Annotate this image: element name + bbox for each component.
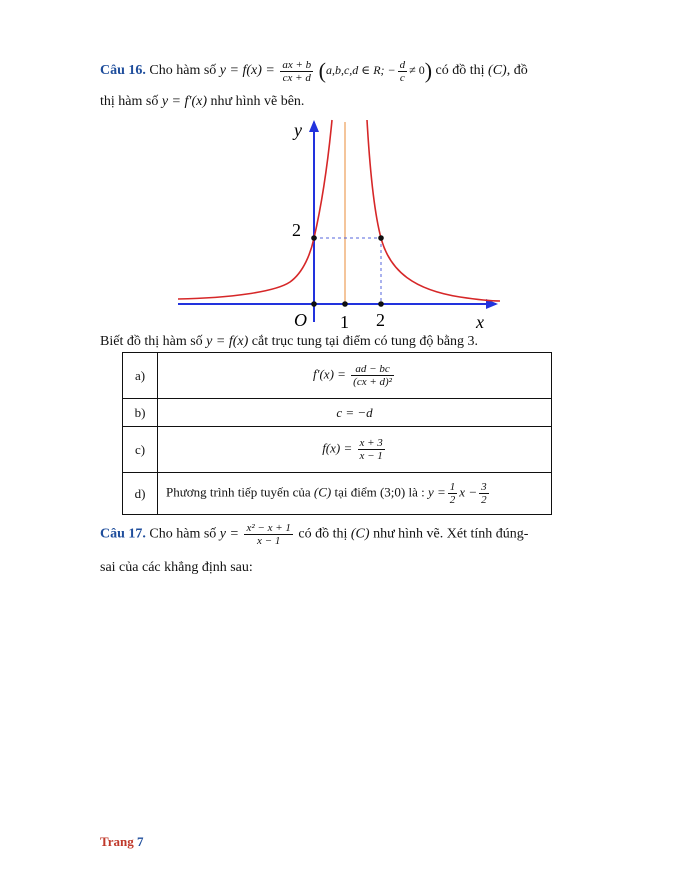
- option-d-label: d): [123, 473, 158, 515]
- q17-intro-c: như hình vẽ. Xét tính đúng-: [373, 526, 529, 542]
- tick-label-x2: 2: [376, 310, 385, 330]
- option-d-n1: 1: [449, 481, 456, 493]
- option-a-frac: [351, 363, 394, 388]
- q16-line2: [100, 94, 304, 110]
- q16-cond-frac: [398, 59, 408, 84]
- point-2-0: [378, 301, 384, 307]
- q17-line2: sai của các khẳng định sau:: [100, 560, 253, 575]
- q16-given-func: y = f(x): [206, 334, 249, 349]
- option-d-text-b: tại điểm: [334, 484, 377, 500]
- option-d-mid: x −: [459, 484, 478, 500]
- q16-intro-a: Cho hàm số: [149, 63, 217, 79]
- q16-func-frac: [280, 59, 313, 84]
- q17-line1: [100, 522, 528, 547]
- option-d-eq-lhs: y =: [428, 484, 446, 500]
- q16-intro-b: có đồ thị: [435, 63, 485, 79]
- q16-line2-a: thị hàm số: [100, 94, 159, 109]
- q16-cond-den: c: [399, 71, 405, 84]
- q17-graph-name: (C): [350, 526, 370, 542]
- q16-given: [100, 334, 478, 350]
- option-d-curve-name: (C): [313, 484, 332, 500]
- q16-line1: Câu 16. Cho hàm số y = f(x) = $\frac{ax + b}{cx + d}$ (a,b,c,d ∈ R; − $\frac{d}{c}$ ≠ 0) có đồ thị (C), đồ: [100, 58, 528, 84]
- curve-left-branch: [178, 120, 332, 299]
- option-a-den: (cx + d)²: [353, 376, 392, 388]
- q16-label: Câu 16.: [100, 63, 146, 79]
- y-axis-label: y: [294, 120, 302, 140]
- option-c-content: [158, 427, 552, 473]
- q17-intro-a: Cho hàm số: [149, 526, 217, 542]
- q16-cond-a: a,b,c,d ∈ R; −: [325, 63, 396, 78]
- origin-point: [311, 301, 317, 307]
- q16-deriv: y = f′(x): [161, 94, 207, 109]
- footer-word: Trang: [100, 834, 134, 849]
- q16-intro-c: , đồ: [506, 63, 528, 79]
- option-c-frac: [358, 437, 385, 462]
- q17-func-lhs: y =: [219, 526, 239, 542]
- q17-func-den: x − 1: [257, 535, 281, 547]
- footer-page-number: 7: [136, 834, 144, 849]
- q16-func-num: ax + b: [282, 58, 312, 71]
- tick-label-y2: 2: [292, 220, 301, 240]
- point-1-0: [342, 301, 348, 307]
- q16-graph-name: (C): [488, 63, 507, 79]
- x-axis-label: x: [476, 312, 484, 332]
- derivative-graph: [170, 112, 510, 334]
- option-d-point: (3;0): [379, 484, 406, 500]
- option-a-lhs: f′(x) =: [313, 366, 346, 382]
- option-a-num: ad − bc: [351, 363, 394, 376]
- option-row-d: [123, 473, 552, 515]
- q17-label: Câu 17.: [100, 526, 146, 542]
- option-row-a: [123, 353, 552, 399]
- origin-label: O: [294, 310, 307, 330]
- option-d-d1: 2: [449, 494, 456, 506]
- point-0-2: [311, 235, 317, 241]
- q16-given-b: cắt trục tung tại điểm có tung độ bằng 3.: [251, 334, 479, 349]
- q16-func-lhs: y = f(x) =: [219, 63, 275, 79]
- page-footer: [100, 834, 143, 850]
- q17-func-frac: [244, 522, 292, 547]
- option-d-content: [158, 473, 552, 515]
- option-c-lhs: f(x) =: [322, 440, 353, 456]
- q17-intro-b: có đồ thị: [298, 526, 348, 542]
- curve-right-branch: [367, 120, 500, 301]
- option-row-c: [123, 427, 552, 473]
- option-d-text-a: Phương trình tiếp tuyến của: [166, 484, 311, 500]
- option-d-n2: 3: [481, 481, 487, 493]
- option-d-text-d: là :: [408, 484, 425, 500]
- q16-cond-num: d: [399, 58, 406, 71]
- point-2-2: [378, 235, 384, 241]
- q16-options-table: [122, 352, 552, 515]
- option-row-b: [123, 399, 552, 427]
- q16-given-a: Biết đồ thị hàm số: [100, 334, 203, 349]
- q16-line2-b: như hình vẽ bên.: [210, 94, 305, 109]
- option-b-content: c = −d: [158, 399, 552, 427]
- q16-cond-b: ≠ 0: [409, 63, 425, 78]
- option-d-frac2: [479, 481, 489, 506]
- option-c-num: x + 3: [359, 437, 383, 449]
- option-b-label: b): [123, 399, 158, 427]
- option-c-den: x − 1: [359, 450, 383, 462]
- tick-label-x1: 1: [340, 312, 349, 332]
- option-a-content: [158, 353, 552, 399]
- option-c-label: c): [123, 427, 158, 473]
- option-a-label: a): [123, 353, 158, 399]
- option-d-frac1: [448, 481, 458, 506]
- q16-func-den: cx + d: [282, 71, 311, 84]
- q17-func-num: x² − x + 1: [246, 522, 291, 534]
- option-d-d2: 2: [481, 494, 487, 506]
